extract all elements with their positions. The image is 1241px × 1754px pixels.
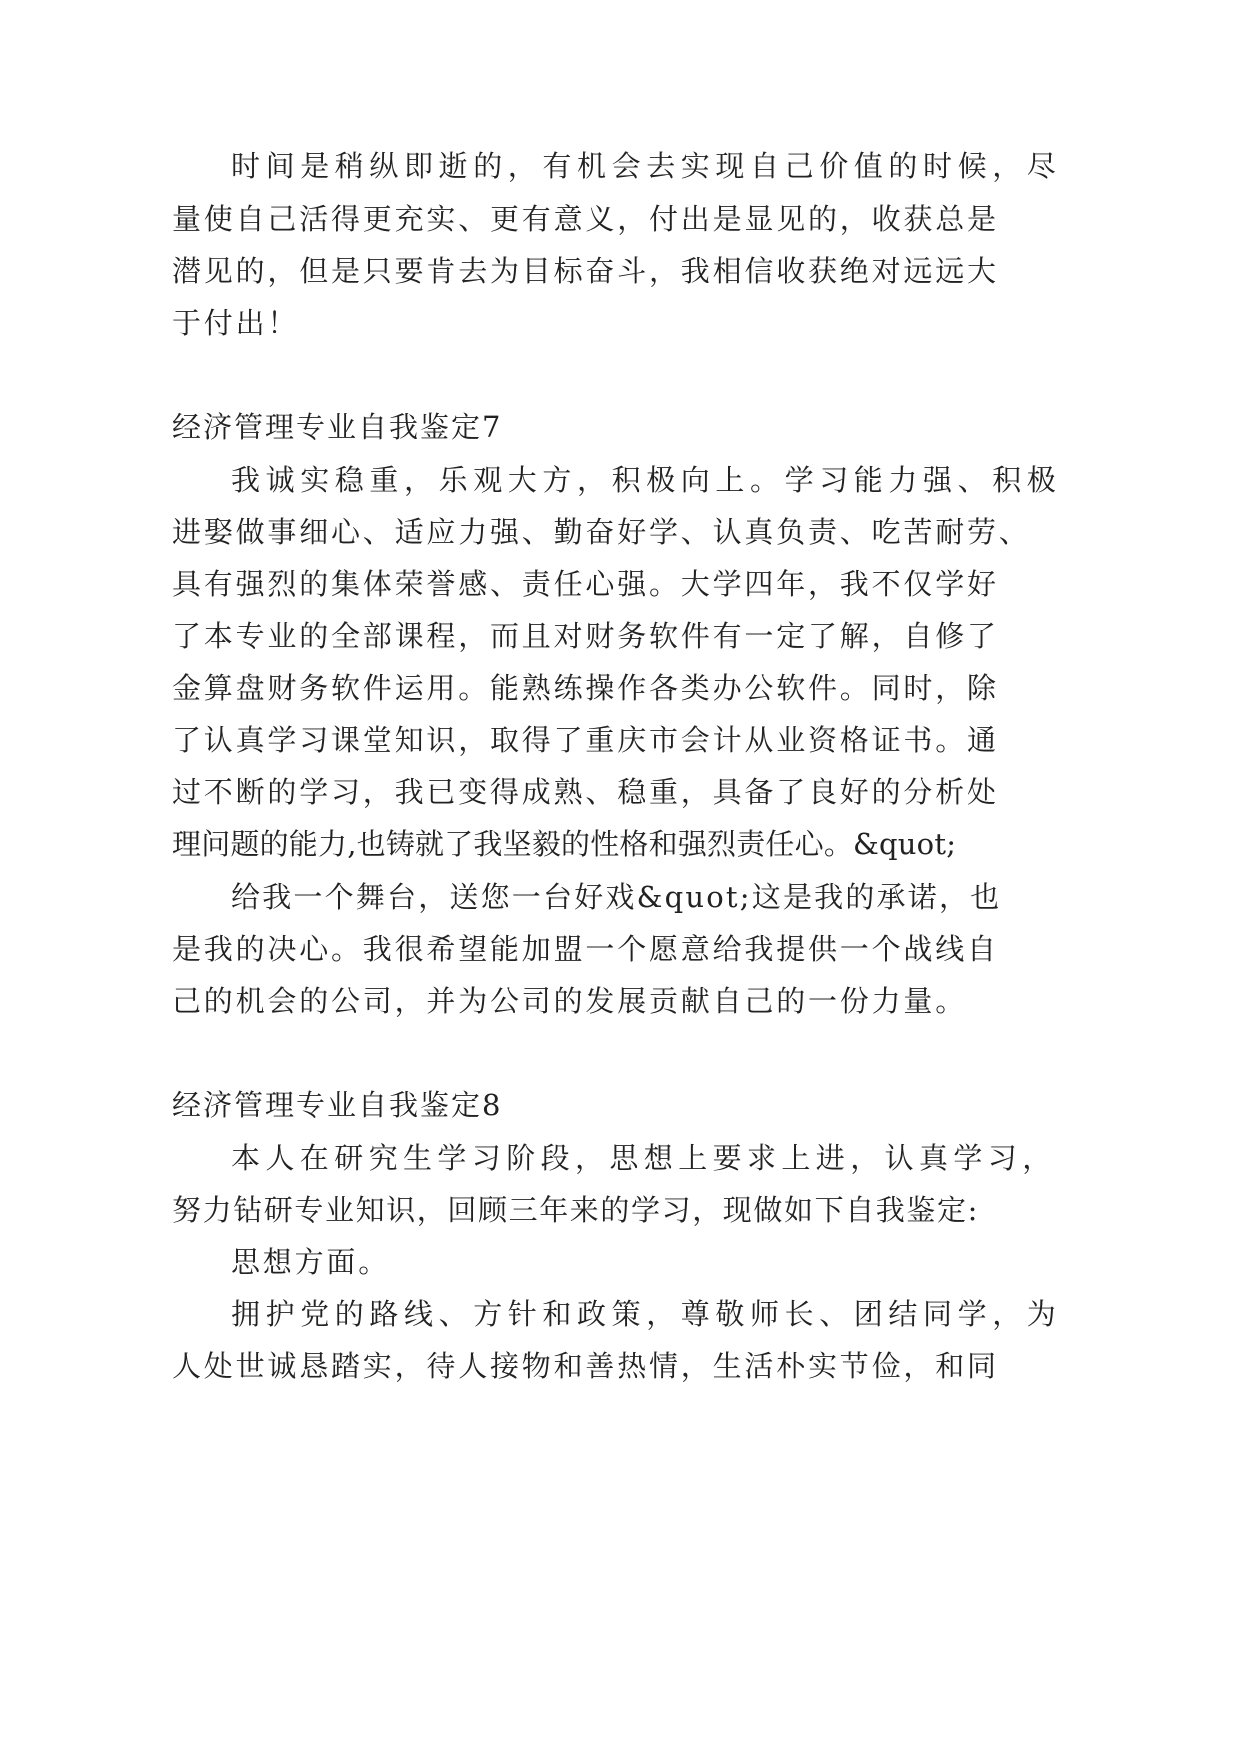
paragraph-line: 量使自己活得更充实、更有意义，付出是显见的，收获总是 bbox=[172, 202, 999, 236]
paragraph-line: 努力钻研专业知识，回顾三年来的学习，现做如下自我鉴定: bbox=[172, 1193, 979, 1227]
section-heading: 经济管理专业自我鉴定7 bbox=[172, 410, 503, 444]
paragraph-line: 进娶做事细心、适应力强、勤奋好学、认真负责、吃苦耐劳、 bbox=[172, 515, 1031, 549]
paragraph-line: 了本专业的全部课程，而且对财务软件有一定了解，自修了 bbox=[172, 619, 999, 653]
paragraph-line: 过不断的学习，我已变得成熟、稳重，具备了良好的分析处 bbox=[172, 775, 999, 809]
paragraph-line: 时间是稍纵即逝的，有机会去实现自己价值的时候，尽 bbox=[231, 149, 1062, 183]
paragraph-line: 金算盘财务软件运用。能熟练操作各类办公软件。同时，除 bbox=[172, 671, 999, 705]
paragraph-line: 了认真学习课堂知识，取得了重庆市会计从业资格证书。通 bbox=[172, 723, 999, 757]
paragraph-line: 是我的决心。我很希望能加盟一个愿意给我提供一个战线自 bbox=[172, 932, 999, 966]
paragraph-line: 于付出！ bbox=[172, 306, 300, 340]
paragraph-line: 思想方面。 bbox=[231, 1245, 391, 1279]
paragraph-line: 本人在研究生学习阶段，思想上要求上进，认真学习， bbox=[231, 1141, 1057, 1175]
paragraph-line: 我诚实稳重，乐观大方，积极向上。学习能力强、积极 bbox=[231, 463, 1062, 497]
paragraph-line: 具有强烈的集体荣誉感、责任心强。大学四年，我不仅学好 bbox=[172, 567, 999, 601]
paragraph-line: 潜见的，但是只要肯去为目标奋斗，我相信收获绝对远远大 bbox=[172, 254, 999, 288]
section-heading: 经济管理专业自我鉴定8 bbox=[172, 1088, 503, 1122]
paragraph-line: 人处世诚恳踏实，待人接物和善热情，生活朴实节俭，和同 bbox=[172, 1349, 999, 1383]
paragraph-line: 理问题的能力,也铸就了我坚毅的性格和强烈责任心。&quot; bbox=[172, 827, 957, 861]
paragraph-line: 己的机会的公司，并为公司的发展贡献自己的一份力量。 bbox=[172, 984, 968, 1018]
paragraph-line: 给我一个舞台，送您一台好戏&quot;这是我的承诺，也 bbox=[231, 880, 1002, 914]
paragraph-line: 拥护党的路线、方针和政策，尊敬师长、团结同学，为 bbox=[231, 1297, 1062, 1331]
